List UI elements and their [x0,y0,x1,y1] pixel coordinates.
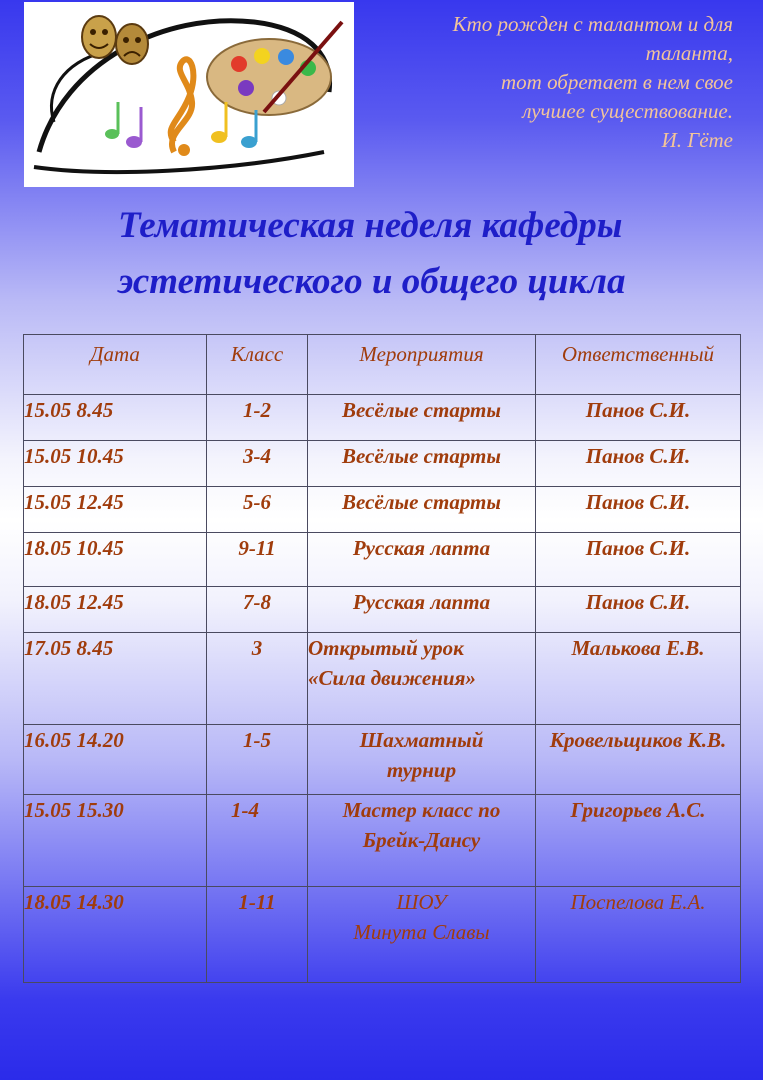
cell-event: Весёлые старты [308,395,536,441]
event-line: ШОУ [396,890,447,914]
event-line: Шахматный [359,728,484,752]
table-row [24,887,741,983]
cell-responsible: Поспелова Е.А. [536,887,741,983]
cell-date: 18.05 10.45 [24,533,207,587]
arts-emblem-image [24,2,354,187]
header-event: Мероприятия [308,335,536,395]
table-row [24,487,741,533]
cell-responsible: Панов С.И. [536,487,741,533]
event-line: турнир [386,758,457,782]
table-row [24,533,741,587]
table-row [24,795,741,887]
header-class: Класс [207,335,308,395]
quote-line: Кто рожден с талантом и для [452,12,733,36]
table-row [24,725,741,795]
cell-event: Весёлые старты [308,441,536,487]
cell-responsible: Панов С.И. [536,587,741,633]
arts-logo [24,2,354,187]
cell-responsible: Панов С.И. [536,441,741,487]
theatre-masks-icon [82,16,148,64]
cell-event: Весёлые старты [308,487,536,533]
cell-class: 1-5 [207,725,308,795]
event-line: «Сила движения» [308,666,476,690]
cell-responsible: Григорьев А.С. [536,795,741,887]
title-line-2: эстетического и общего цикла [118,261,626,302]
cell-event [308,887,536,983]
cell-event [308,795,536,887]
table-header-row [24,335,741,395]
event-line: Минута Славы [353,920,490,944]
event-line: Брейк-Дансу [362,828,481,852]
cell-date: 16.05 14.20 [24,725,207,795]
cell-responsible: Малькова Е.В. [536,633,741,725]
cell-class: 1-11 [207,887,308,983]
cell-event [308,725,536,795]
cell-responsible: Панов С.И. [536,533,741,587]
quote-line: лучшее существование. [522,99,733,123]
table-row [24,441,741,487]
cell-class: 1-4 [207,795,308,887]
quote-line: таланта, [645,41,733,65]
cell-class: 3 [207,633,308,725]
table-row [24,587,741,633]
cell-date: 15.05 8.45 [24,395,207,441]
cell-event: Русская лапта [308,587,536,633]
cell-date: 18.05 12.45 [24,587,207,633]
cell-date: 17.05 8.45 [24,633,207,725]
cell-responsible: Кровельщиков К.В. [536,725,741,795]
cell-class: 5-6 [207,487,308,533]
cell-date: 15.05 10.45 [24,441,207,487]
table-row [24,395,741,441]
cell-event: Русская лапта [308,533,536,587]
title-line-1: Тематическая неделя кафедры [118,205,623,246]
header-date: Дата [24,335,207,395]
cell-class: 3-4 [207,441,308,487]
table-row [24,633,741,725]
header-responsible: Ответственный [536,335,741,395]
page-title [0,198,763,310]
cell-class: 9-11 [207,533,308,587]
quote-line: тот обретает в нем свое [500,70,733,94]
cell-class: 1-2 [207,395,308,441]
cell-date: 15.05 12.45 [24,487,207,533]
cell-date: 18.05 14.30 [24,887,207,983]
cell-responsible: Панов С.И. [536,395,741,441]
cell-class: 7-8 [207,587,308,633]
event-line: Открытый урок [308,636,464,660]
cell-date: 15.05 15.30 [24,795,207,887]
quote-author: И. Гёте [661,128,733,152]
cell-event [308,633,536,725]
schedule-table [23,334,741,983]
event-line: Мастер класс по [342,798,501,822]
goethe-quote [313,10,733,155]
